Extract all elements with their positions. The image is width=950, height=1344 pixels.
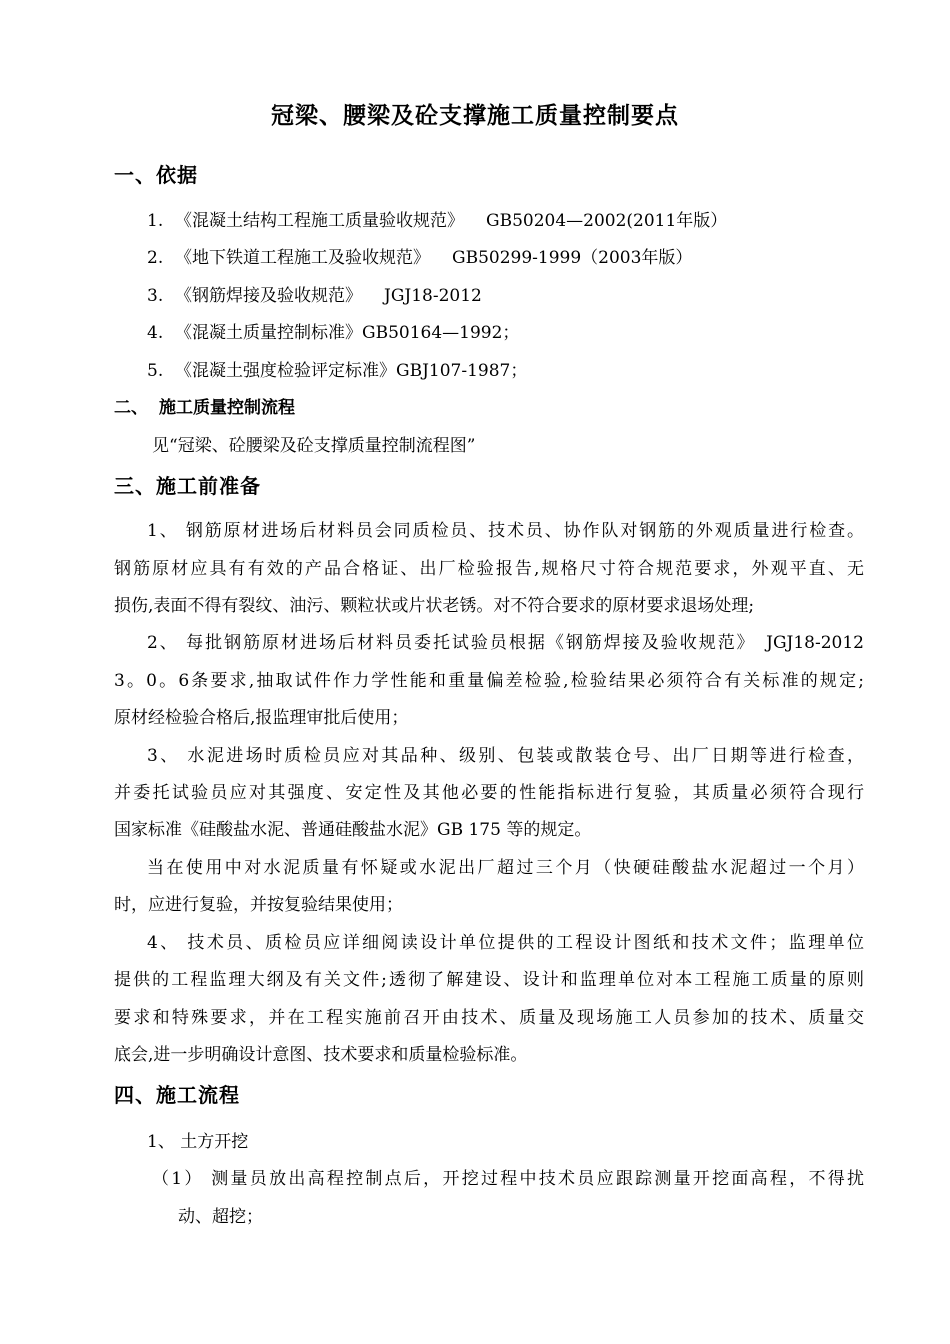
reference-title: 《地下铁道工程施工及验收规范》 (175, 248, 430, 268)
paragraph-line: 2、 每批钢筋原材进场后材料员委托试验员根据《钢筋焊接及验收规范》 JGJ18-2012 (147, 633, 864, 653)
reference-title: 《混凝土强度检验评定标准》GBJ107-1987； (175, 361, 528, 381)
paragraph-line: 原材经检验合格后,报监理审批后使用； (114, 708, 409, 728)
flow-reference-text: 见“冠梁、砼腰梁及砼支撑质量控制流程图” (152, 436, 476, 456)
document-title: 冠梁、腰梁及砼支撑施工质量控制要点 (271, 102, 679, 129)
reference-code: GB50204—2002(2011年版） (486, 211, 728, 231)
reference-item (147, 356, 527, 381)
paragraph-line: 底会,进一步明确设计意图、技术要求和质量检验标准。 (114, 1045, 528, 1065)
reference-number: 5. (147, 361, 164, 381)
paragraph-line: 要求和特殊要求，并在工程实施前召开由技术、质量及现场施工人员参加的技术、质量交 (114, 1008, 864, 1028)
paragraph-line: 国家标准《硅酸盐水泥、普通硅酸盐水泥》GB 175 等的规定。 (114, 820, 592, 840)
paragraph-line: 损伤,表面不得有裂纹、油污、颗粒状或片状老锈。对不符合要求的原材要求退场处理; (114, 596, 755, 616)
reference-number: 2. (147, 248, 164, 268)
paragraph-line: 提供的工程监理大纲及有关文件;透彻了解建设、设计和监理单位对本工程施工质量的原则 (114, 970, 864, 990)
list-item-continuation: 动、超挖； (178, 1207, 263, 1227)
section-heading-basis: 一、依据 (114, 163, 198, 187)
reference-title: 《混凝土结构工程施工质量验收规范》 (175, 211, 464, 231)
paragraph-line: 钢筋原材应具有有效的产品合格证、出厂检验报告,规格尺寸符合规范要求，外观平直、无 (114, 559, 864, 579)
section-title: 施工质量控制流程 (159, 398, 295, 418)
reference-number: 1. (147, 211, 164, 231)
reference-number: 3. (147, 286, 164, 306)
reference-item (147, 243, 692, 268)
reference-title: 《混凝土质量控制标准》GB50164—1992； (175, 323, 520, 343)
paragraph-line: 1、 钢筋原材进场后材料员会同质检员、技术员、协作队对钢筋的外观质量进行检查。 (147, 521, 864, 541)
reference-code: JGJ18-2012 (384, 286, 482, 306)
section-heading-flow (114, 393, 295, 418)
paragraph-line: 3、 水泥进场时质检员应对其品种、级别、包装或散装仓号、出厂日期等进行检查， (147, 746, 864, 766)
reference-item (147, 281, 482, 306)
list-item: （1） 测量员放出高程控制点后，开挖过程中技术员应跟踪测量开挖面高程，不得扰 (152, 1169, 864, 1189)
paragraph-line: 4、 技术员、质检员应详细阅读设计单位提供的工程设计图纸和技术文件；监理单位 (147, 933, 864, 953)
reference-number: 4. (147, 323, 164, 343)
reference-code: GB50299-1999（2003年版） (452, 248, 693, 268)
subsection-heading: 1、 土方开挖 (147, 1132, 249, 1152)
section-heading-process: 四、施工流程 (114, 1083, 240, 1107)
reference-item (147, 318, 519, 343)
reference-item (147, 206, 727, 231)
paragraph-line: 并委托试验员应对其强度、安定性及其他必要的性能指标进行复验，其质量必须符合现行 (114, 783, 864, 803)
section-heading-prep: 三、施工前准备 (114, 474, 261, 498)
reference-title: 《钢筋焊接及验收规范》 (175, 286, 362, 306)
paragraph-line: 当在使用中对水泥质量有怀疑或水泥出厂超过三个月（快硬硅酸盐水泥超过一个月） (147, 858, 864, 878)
paragraph-line: 时，应进行复验，并按复验结果使用； (114, 895, 403, 915)
section-number: 二、 (114, 398, 148, 418)
paragraph-line: 3。0。6条要求,抽取试件作力学性能和重量偏差检验,检验结果必须符合有关标准的规定; (114, 671, 864, 691)
